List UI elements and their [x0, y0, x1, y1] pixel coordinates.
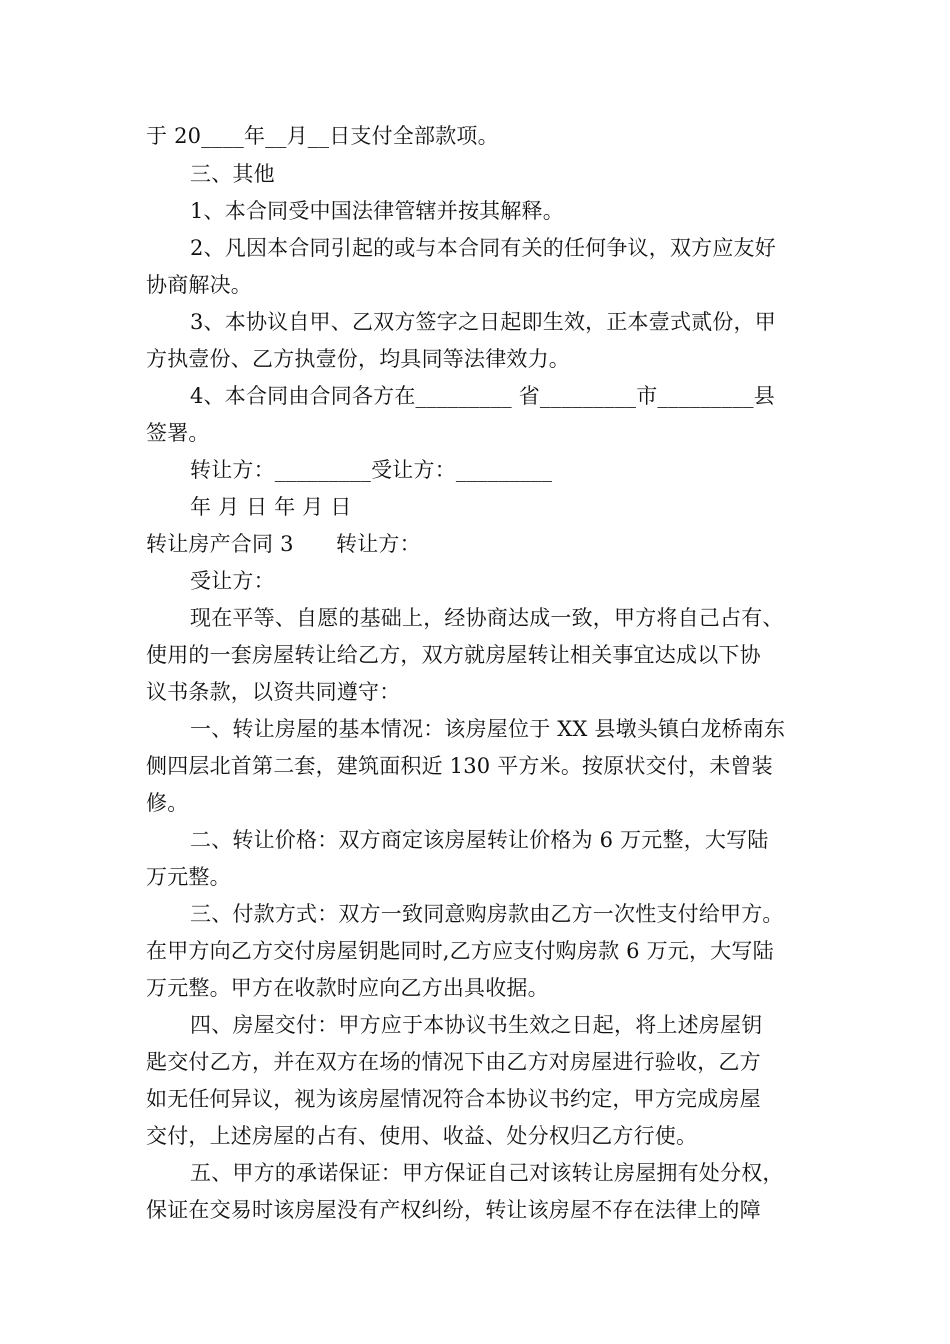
text-line: 1、本合同受中国法律管辖并按其解释。: [190, 199, 564, 223]
text-line: 现在平等、自愿的基础上，经协商达成一致，甲方将自己占有、: [190, 606, 784, 630]
text-line: 一、转让房屋的基本情况：该房屋位于 XX 县墩头镇白龙桥南东: [190, 717, 786, 741]
text-line: 二、转让价格：双方商定该房屋转让价格为 6 万元整，大写陆: [190, 828, 769, 852]
text-line: 四、房屋交付：甲方应于本协议书生效之日起，将上述房屋钥: [190, 1013, 763, 1037]
text-line: 方执壹份、乙方执壹份，均具同等法律效力。: [146, 347, 570, 371]
text-line: 修。: [146, 791, 189, 815]
text-line: 侧四层北首第二套，建筑面积近 130 平方米。按原状交付，未曾装: [146, 754, 773, 778]
text-line: 万元整。甲方在收款时应向乙方出具收据。: [146, 976, 549, 1000]
text-line: 如无任何异议，视为该房屋情况符合本协议书约定，甲方完成房屋: [146, 1087, 761, 1111]
text-line: 签署。: [146, 421, 210, 445]
text-line: 保证在交易时该房屋没有产权纠纷，转让该房屋不存在法律上的障: [146, 1198, 761, 1222]
text-line: 协商解决。: [146, 273, 252, 297]
text-line: 使用的一套房屋转让给乙方，双方就房屋转让相关事宜达成以下协: [146, 643, 761, 667]
text-line: 五、甲方的承诺保证：甲方保证自己对该转让房屋拥有处分权，: [190, 1161, 784, 1185]
text-line: 匙交付乙方，并在双方在场的情况下由乙方对房屋进行验收，乙方: [146, 1050, 761, 1074]
text-line: 受让方：: [190, 569, 275, 593]
section-heading: 三、其他: [190, 162, 275, 186]
text-line: 4、本合同由合同各方在_________ 省_________市_________县: [190, 384, 775, 408]
text-line: 于 20____年__月__日支付全部款项。: [146, 124, 499, 148]
text-line: 2、凡因本合同引起的或与本合同有关的任何争议，双方应友好: [190, 236, 776, 260]
date-line: 年 月 日 年 月 日: [190, 495, 352, 519]
signature-line: 转让方：_________受让方：_________: [190, 458, 553, 482]
text-line: 议书条款，以资共同遵守：: [146, 680, 401, 704]
text-line: 在甲方向乙方交付房屋钥匙同时,乙方应支付购房款 6 万元，大写陆: [146, 939, 774, 963]
text-line: 3、本协议自甲、乙双方签字之日起即生效，正本壹式贰份，甲: [190, 310, 776, 334]
contract-title: 转让房产合同 3 转让方：: [146, 532, 421, 556]
text-line: 交付，上述房屋的占有、使用、收益、处分权归乙方行使。: [146, 1124, 698, 1148]
text-line: 三、付款方式：双方一致同意购房款由乙方一次性支付给甲方。: [190, 902, 784, 926]
text-line: 万元整。: [146, 865, 231, 889]
